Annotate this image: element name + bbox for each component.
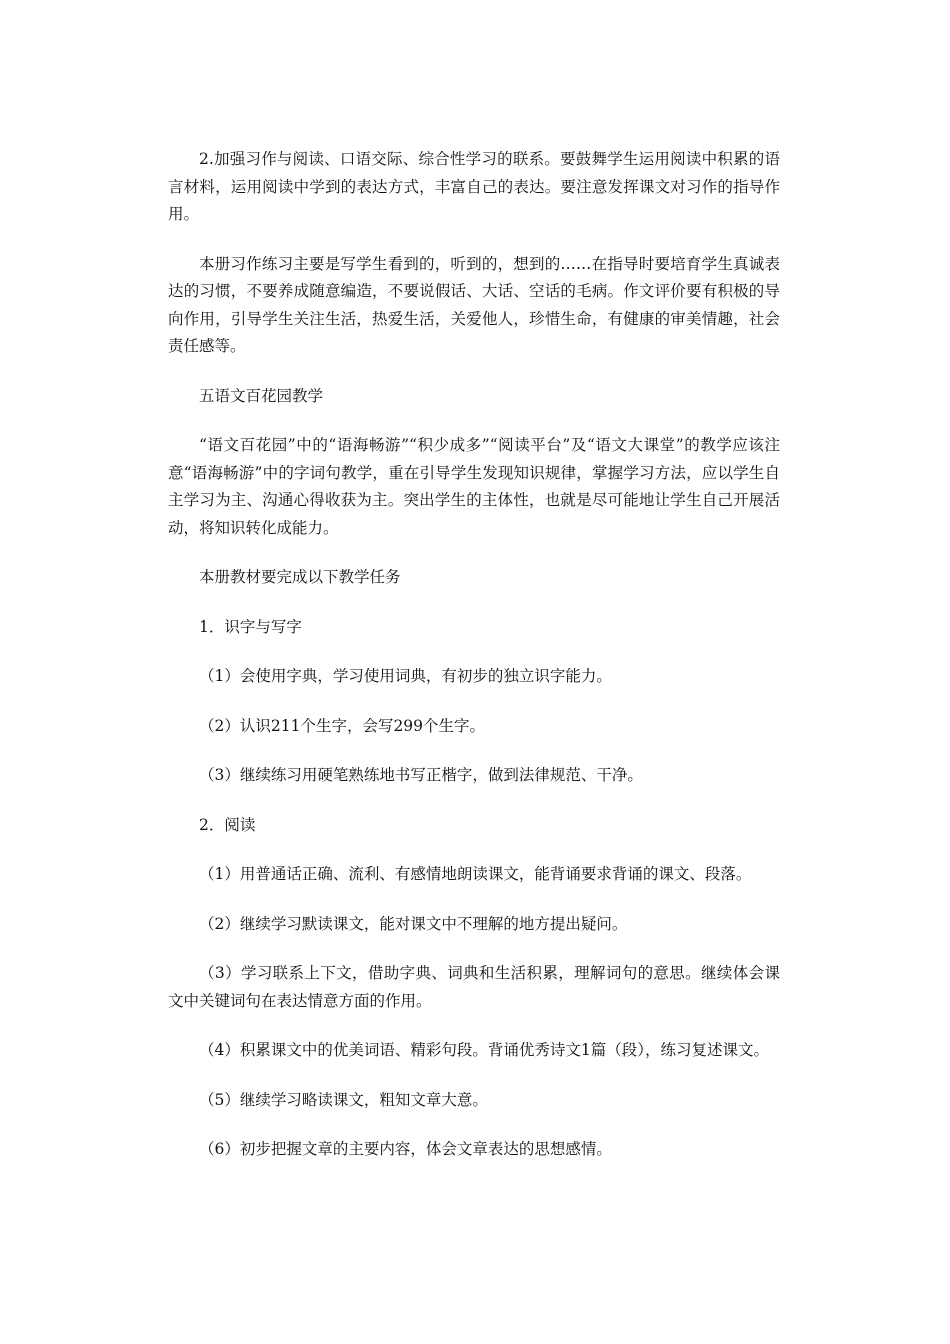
list-item-literacy-1: （1）会使用字典，学习使用词典，有初步的独立识字能力。 [199, 667, 612, 685]
list-item-reading-5: （5）继续学习略读课文，粗知文章大意。 [199, 1090, 488, 1109]
subheading-literacy: 1．识字与写字 [199, 617, 302, 636]
section-heading-garden: 五语文百花园教学 [199, 386, 324, 405]
document-body [168, 146, 780, 1186]
list-item-reading-3: （3）学习联系上下文，借助字典、词典和生活积累，理解词句的意思。继续体会课文中关键词句在表达情意方面的作用。 [168, 964, 780, 1010]
section-heading-tasks: 本册教材要完成以下教学任务 [199, 568, 401, 586]
list-item-reading-2: （2）继续学习默读课文，能对课文中不理解的地方提出疑问。 [199, 914, 628, 933]
list-item-literacy-2: （2）认识211个生字，会写299个生字。 [199, 716, 486, 735]
paragraph-writing-practice: 本册习作练习主要是写学生看到的，听到的，想到的……在指导时要培育学生真诚表达的习惯，不要养成随意编造，不要说假话、大话、空话的毛病。作文评价要有积极的导向作用，引导学生关注生活，热爱生活，关爱他人，珍惜生命，有健康的审美情趣，社会责任感等。 [168, 254, 780, 355]
subheading-reading: 2．阅读 [199, 815, 256, 834]
list-item-reading-1: （1）用普通话正确、流利、有感情地朗读课文，能背诵要求背诵的课文、段落。 [199, 865, 752, 883]
paragraph-writing-link: 2.加强习作与阅读、口语交际、综合性学习的联系。要鼓舞学生运用阅读中积累的语言材料，运用阅读中学到的表达方式，丰富自己的表达。要注意发挥课文对习作的指导作用。 [168, 150, 780, 223]
list-item-literacy-3: （3）继续练习用硬笔熟练地书写正楷字，做到法律规范、干净。 [199, 766, 643, 784]
list-item-reading-6: （6）初步把握文章的主要内容，体会文章表达的思想感情。 [199, 1140, 612, 1158]
list-item-reading-4: （4）积累课文中的优美词语、精彩句段。背诵优秀诗文1篇（段），练习复述课文。 [199, 1041, 769, 1059]
paragraph-garden-teaching: “语文百花园”中的“语海畅游”“积少成多”“阅读平台”及“语文大课堂”的教学应该注意“语海畅游”中的字词句教学，重在引导学生发现知识规律，掌握学习方法，应以学生自主学习为主、沟通心得收获为主。突出学生的主体性，也就是尽可能地让学生自己开展活动，将知识转化成能力。 [168, 436, 780, 537]
